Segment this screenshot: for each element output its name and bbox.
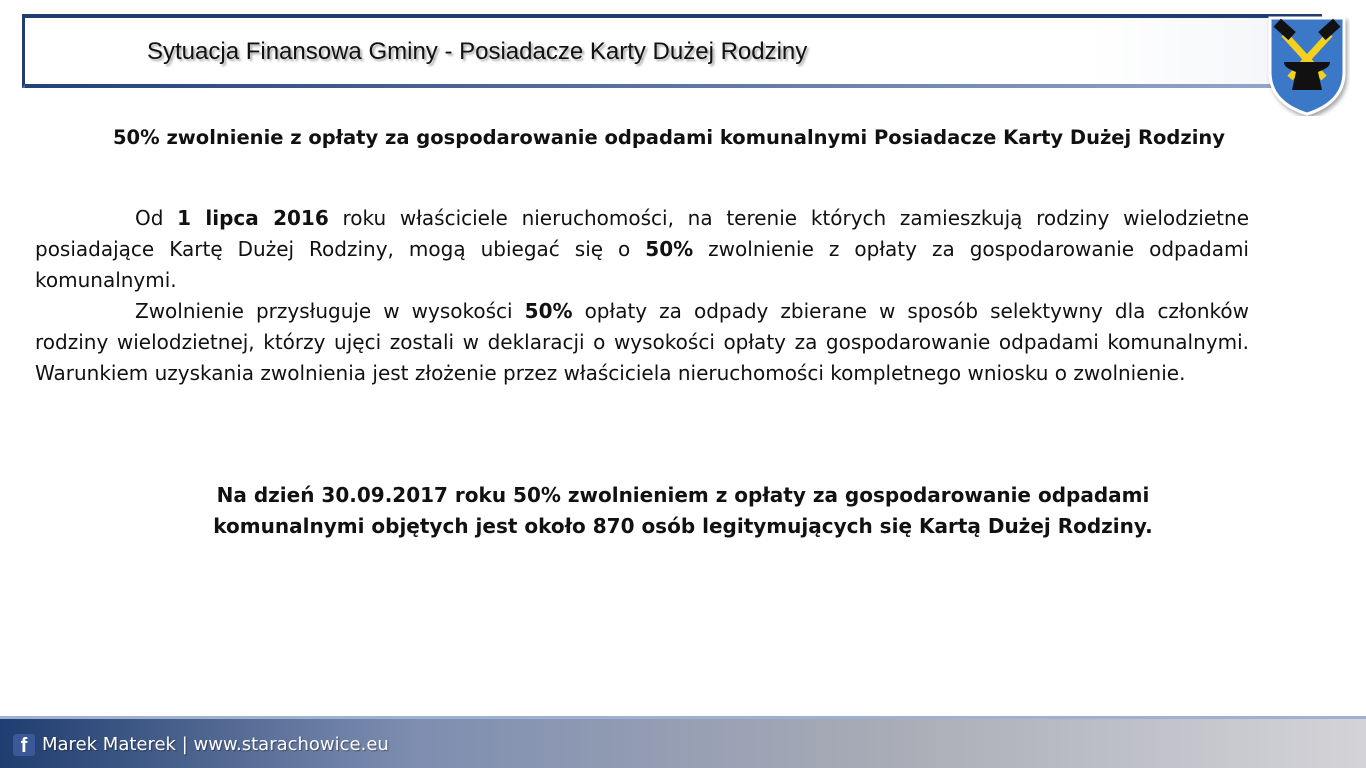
summary-note	[0, 480, 1366, 542]
paragraph-2	[35, 296, 1249, 389]
paragraph-1-text-b: roku właściciele nieruchomości, na terenie których zamieszkują rodziny wielodzietne posiadające Kartę Dużej Rodziny, mogą ubiegać się o	[35, 206, 1249, 261]
summary-note-line-1: Na dzień 30.09.2017 roku 50% zwolnieniem z opłaty za gospodarowanie odpadami	[216, 483, 1150, 507]
footer-bar	[0, 716, 1366, 768]
coat-of-arms-icon	[1264, 10, 1350, 116]
section-heading: 50% zwolnienie z opłaty za gospodarowanie odpadami komunalnymi Posiadacze Karty Dużej Rodziny	[112, 126, 1226, 149]
footer-credit[interactable]: Marek Materek | www.starachowice.eu	[42, 734, 389, 755]
facebook-icon[interactable]: f	[13, 734, 35, 756]
paragraph-1-percent: 50%	[645, 237, 694, 261]
paragraph-2-text-a: Zwolnienie przysługuje w wysokości	[135, 299, 525, 323]
paragraph-1-date: 1 lipca 2016	[177, 206, 329, 230]
paragraph-2-text-b: opłaty za odpady zbierane w sposób selektywny dla członków rodziny wielodzietnej, którzy ujęci zostali w deklaracji o wysokości opłaty za gospodarowanie odpadami komunalnymi. Warunkiem uzyskania zwolnienia jest złożenie przez właściciela nieruchomości kompletnego wniosku o zwolnienie.	[35, 299, 1249, 385]
paragraph-1	[35, 203, 1249, 296]
page-title: Sytuacja Finansowa Gminy - Posiadacze Karty Dużej Rodziny	[147, 38, 808, 65]
summary-note-line-2: komunalnymi objętych jest około 870 osób legitymujących się Kartą Dużej Rodziny.	[213, 514, 1153, 538]
paragraph-2-percent: 50%	[524, 299, 573, 323]
paragraph-1-text-c: zwolnienie z opłaty za gospodarowanie odpadami komunalnymi.	[35, 237, 1249, 292]
title-bar	[22, 14, 1322, 88]
paragraph-1-text-a: Od	[135, 206, 178, 230]
body-text	[35, 203, 1249, 389]
